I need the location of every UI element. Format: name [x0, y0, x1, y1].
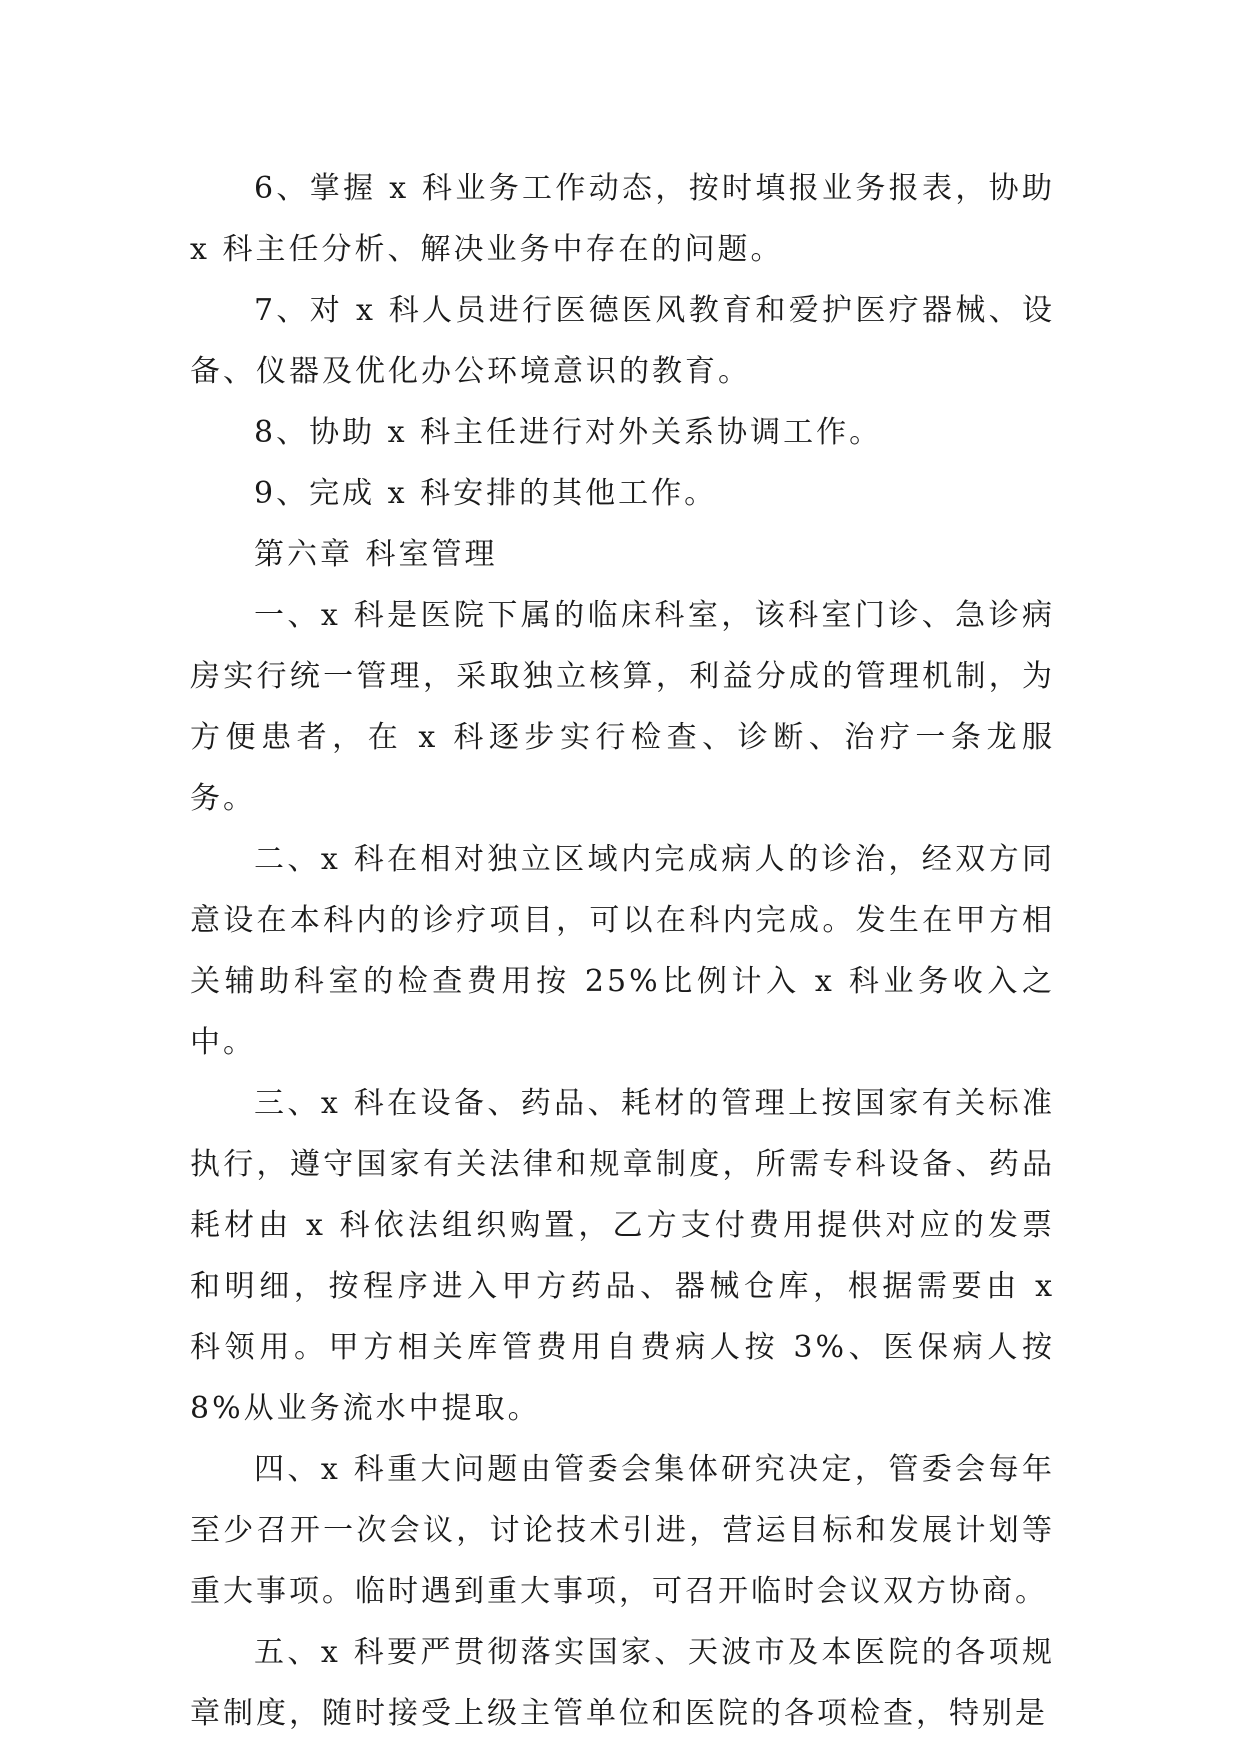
paragraph-item-8: 8、协助 x 科主任进行对外关系协调工作。	[254, 415, 883, 450]
paragraph-section-4: 四、x 科重大问题由管委会集体研究决定，管委会每年至少召开一次会议，讨论技术引进，营运目标和发展计划等重大事项。临时遇到重大事项，可召开临时会议双方协商。	[190, 1452, 1055, 1609]
paragraph-section-3: 三、x 科在设备、药品、耗材的管理上按国家有关标准执行，遵守国家有关法律和规章制度，所需专科设备、药品耗材由 x 科依法组织购置，乙方支付费用提供对应的发票和明细，按程序进入甲方药品、器械仓库，根据需要由 x 科领用。甲方相关库管费用自费病人按 3%、医保病人按 8%从业务流水中提取。	[190, 1086, 1055, 1426]
document-body	[190, 158, 1055, 1744]
paragraph-section-2: 二、x 科在相对独立区域内完成病人的诊治，经双方同意设在本科内的诊疗项目，可以在科内完成。发生在甲方相关辅助科室的检查费用按 25%比例计入 x 科业务收入之中。	[190, 842, 1055, 1060]
paragraph-section-5: 五、x 科要严贯彻落实国家、天波市及本医院的各项规章制度，随时接受上级主管单位和医院的各项检查，特别是	[190, 1635, 1055, 1731]
paragraph-item-9: 9、完成 x 科安排的其他工作。	[254, 476, 718, 511]
paragraph-item-7: 7、对 x 科人员进行医德医风教育和爱护医疗器械、设备、仪器及优化办公环境意识的教育。	[190, 293, 1055, 389]
paragraph-item-6: 6、掌握 x 科业务工作动态，按时填报业务报表，协助 x 科主任分析、解决业务中存在的问题。	[190, 171, 1055, 267]
paragraph-section-1: 一、x 科是医院下属的临床科室，该科室门诊、急诊病房实行统一管理，采取独立核算，利益分成的管理机制，为方便患者，在 x 科逐步实行检查、诊断、治疗一条龙服务。	[190, 598, 1055, 816]
chapter-heading: 第六章 科室管理	[254, 537, 498, 572]
